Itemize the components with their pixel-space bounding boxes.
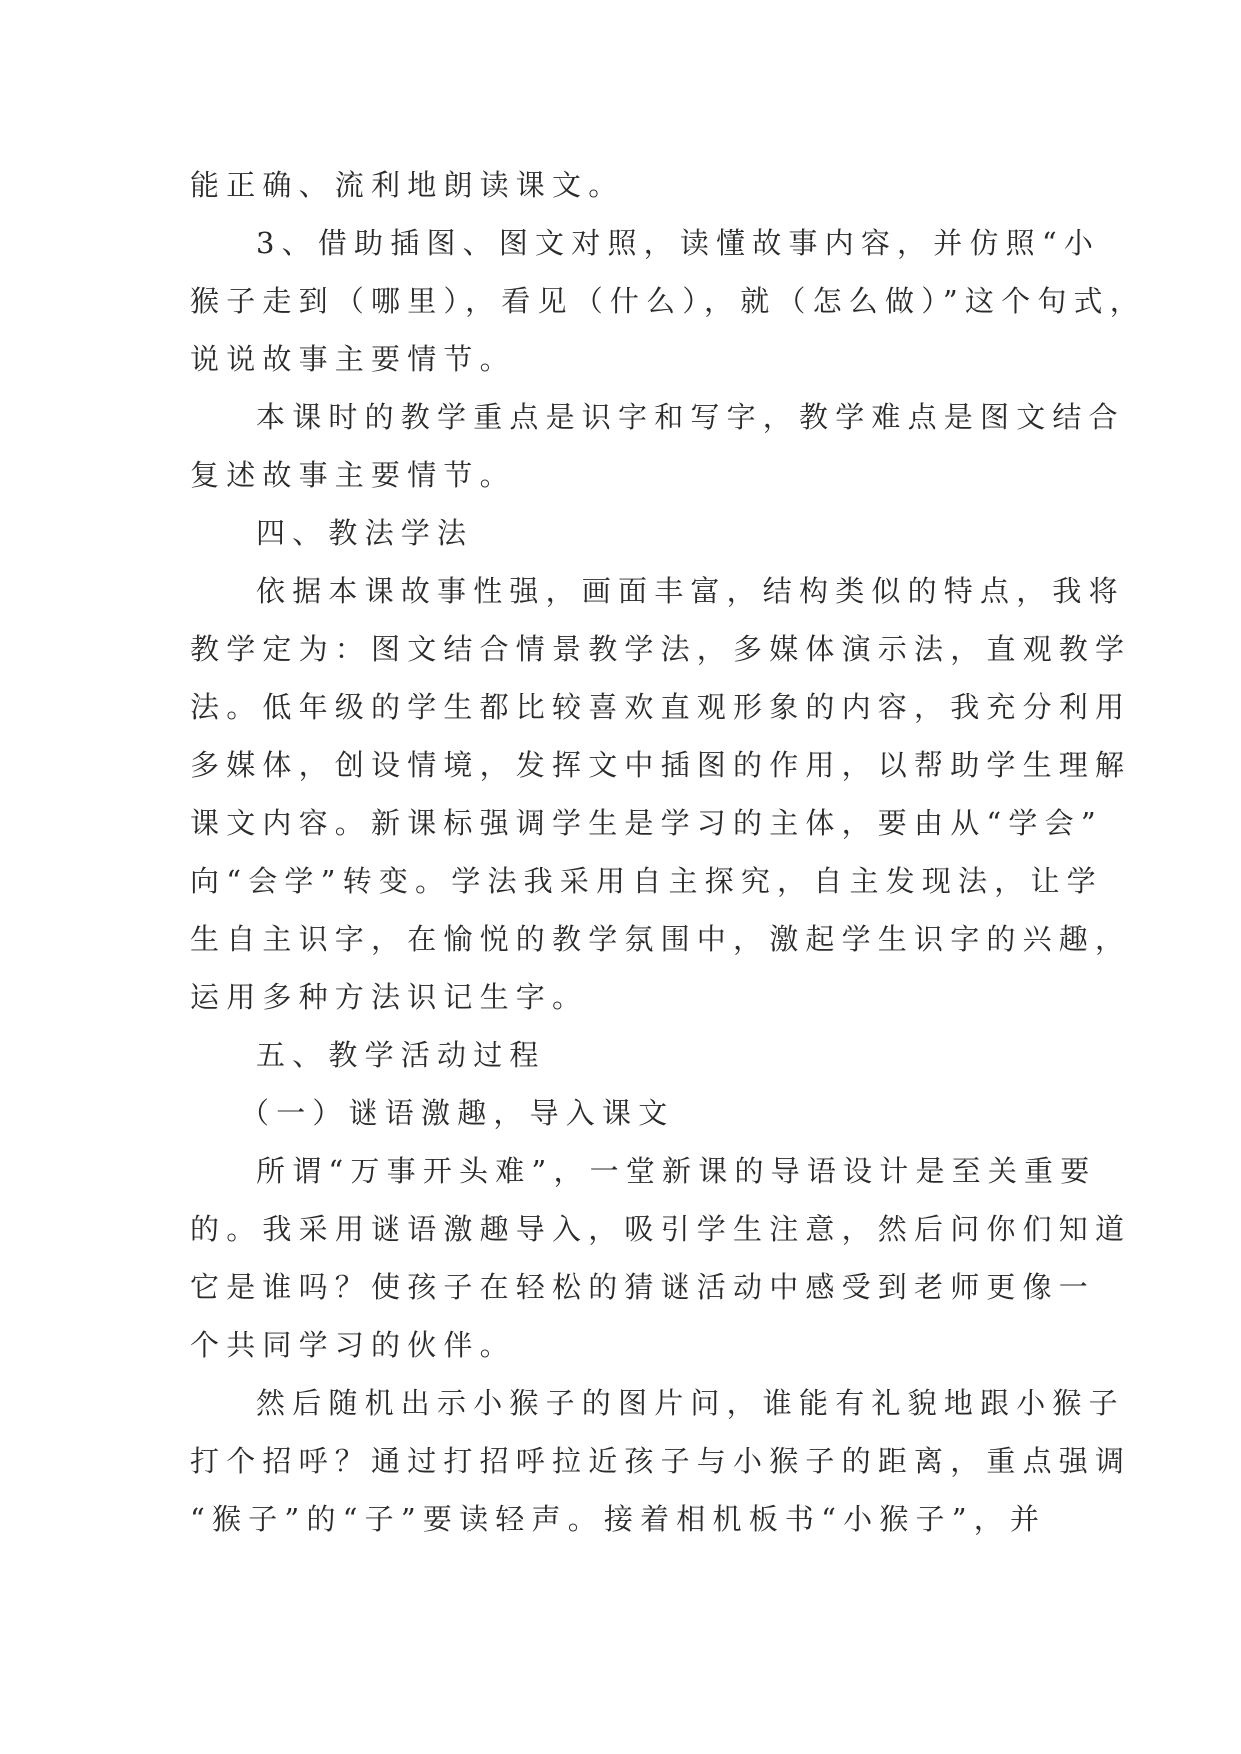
text-line: 生自主识字，在愉悦的教学氛围中，激起学生识字的兴趣， — [190, 922, 1132, 956]
text-line: 然后随机出示小猴子的图片问，谁能有礼貌地跟小猴子 — [256, 1386, 1125, 1420]
text-line: 运用多种方法识记生字。 — [190, 980, 589, 1014]
text-line: 3、借助插图、图文对照，读懂故事内容，并仿照“小 — [256, 226, 1101, 260]
text-line: 说说故事主要情节。 — [190, 342, 516, 376]
text-line: 的。我采用谜语激趣导入，吸引学生注意，然后问你们知道 — [190, 1212, 1132, 1246]
text-line: 猴子走到（哪里），看见（什么），就（怎么做）”这个句式， — [190, 284, 1146, 318]
text-line: 它是谁吗？使孩子在轻松的猜谜活动中感受到老师更像一 — [190, 1270, 1096, 1304]
text-line: 复述故事主要情节。 — [190, 458, 516, 492]
section-heading: 四、教法学法 — [256, 516, 474, 550]
text-line: 向“会学”转变。学法我采用自主探究，自主发现法，让学 — [190, 864, 1103, 898]
text-line: 课文内容。新课标强调学生是学习的主体，要由从“学会” — [190, 806, 1103, 840]
text-line: 个共同学习的伙伴。 — [190, 1328, 516, 1362]
text-line: “猴子”的“子”要读轻声。接着相机板书“小猴子”，并 — [190, 1502, 1047, 1536]
text-line: 依据本课故事性强，画面丰富，结构类似的特点，我将 — [256, 574, 1125, 608]
text-line: 法。低年级的学生都比较喜欢直观形象的内容，我充分利用 — [190, 690, 1132, 724]
text-line: 能正确、流利地朗读课文。 — [190, 168, 625, 202]
subsection-heading: （一）谜语激趣，导入课文 — [240, 1096, 675, 1130]
text-line: 打个招呼？通过打招呼拉近孩子与小猴子的距离，重点强调 — [190, 1444, 1132, 1478]
section-heading: 五、教学活动过程 — [256, 1038, 546, 1072]
text-line: 本课时的教学重点是识字和写字，教学难点是图文结合 — [256, 400, 1125, 434]
text-line: 多媒体，创设情境，发挥文中插图的作用，以帮助学生理解 — [190, 748, 1132, 782]
text-line: 所谓“万事开头难”，一堂新课的导语设计是至关重要 — [256, 1154, 1097, 1188]
text-line: 教学定为：图文结合情景教学法，多媒体演示法，直观教学 — [190, 632, 1132, 666]
